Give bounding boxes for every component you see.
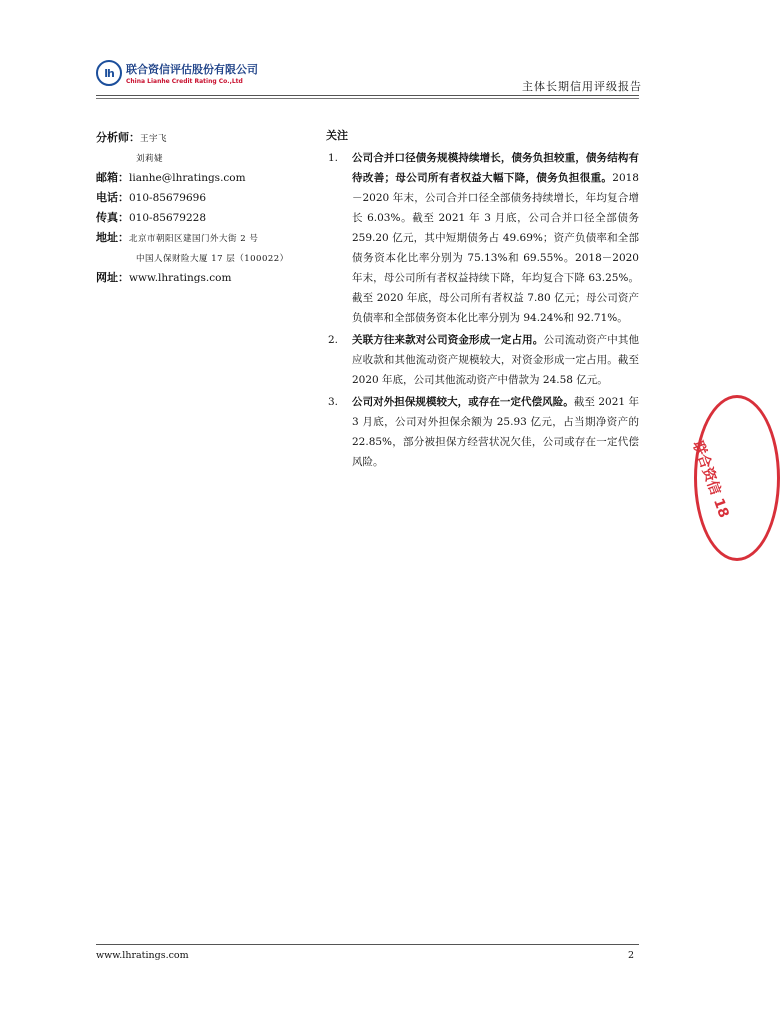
fax-value: 010-85679228: [129, 212, 207, 224]
email-row: 邮箱：lianhe@lhratings.com: [96, 171, 246, 184]
section-heading: 关注: [326, 129, 348, 142]
item-number: 2.: [328, 334, 339, 346]
phone-value: 010-85679696: [129, 192, 207, 204]
item-highlight: 公司合并口径债务规模持续增长，债务负担较重，债务结构有待改善；母公司所有者权益大幅下降，债务负担很重。: [352, 152, 639, 184]
contact-block: [96, 128, 316, 288]
phone-row: 电话：010-85679696: [96, 191, 207, 204]
website-value: www.lhratings.com: [129, 272, 232, 284]
focus-item: [326, 330, 639, 390]
analyst-name: 刘莉婕: [136, 154, 164, 164]
website-row: 网址：www.lhratings.com: [96, 271, 232, 284]
focus-item: [326, 392, 639, 472]
fax-row: 传真：010-85679228: [96, 211, 207, 224]
item-text: 2018－2020 年末，公司合并口径全部债务持续增长，年均复合增长 6.03%。截至 2021 年 3 月底，公司合并口径全部债务 259.20 亿元，其中短期债务占 49.69%；资产负债率和全部债务资本化比率分别为 75.13%和 69.55%。2018－2020 年末，母公司所有者权益持续下降，年均复合下降 63.25%。截至 2020 年底，母公司所有者权益 7.80 亿元；母公司资产负债率和全部债务资本化比率分别为 94.24%和 92.71%。: [352, 172, 639, 324]
logo-mark-icon: lh: [96, 60, 122, 86]
focus-section: [326, 126, 639, 472]
footer-website: www.lhratings.com: [96, 950, 189, 961]
focus-item: [326, 148, 639, 328]
item-highlight: 公司对外担保规模较大，或存在一定代偿风险。: [352, 396, 574, 408]
item-number: 3.: [328, 396, 339, 408]
page-number: 2: [627, 950, 634, 961]
company-seal: [689, 395, 780, 561]
report-title: 主体长期信用评级报告: [522, 80, 642, 93]
company-name-en: China Lianhe Credit Rating Co.,Ltd: [126, 78, 243, 85]
item-text: 截至 2021 年 3 月底，公司对外担保余额为 25.93 亿元，占当期净资产的 22.85%，部分被担保方经营状况欠佳，公司或存在一定代偿风险。: [352, 396, 639, 468]
footer-divider: [96, 944, 639, 945]
item-highlight: 关联方往来款对公司资金形成一定占用。: [352, 334, 544, 346]
analyst-row: 分析师：王宇飞: [96, 131, 168, 144]
seal-text: 联合资信 18: [689, 439, 732, 521]
company-name-cn: 联合资信评估股份有限公司: [126, 63, 258, 76]
header-divider-thin: [96, 98, 639, 99]
company-logo: [96, 60, 258, 86]
analyst-row-2: [96, 149, 316, 168]
header-divider: [96, 95, 639, 96]
item-number: 1.: [328, 152, 339, 164]
address-line: 中国人保财险大厦 17 层（100022）: [136, 254, 289, 264]
address-row-2: [96, 249, 316, 268]
address-row: 地址：北京市朝阳区建国门外大街 2 号: [96, 231, 259, 244]
item-text: 公司流动资产中其他应收款和其他流动资产规模较大，对资金形成一定占用。截至 2020 年底，公司其他流动资产中借款为 24.58 亿元。: [352, 334, 640, 386]
address-line: 北京市朝阳区建国门外大街 2 号: [129, 234, 259, 244]
analyst-name: 王宇飞: [140, 134, 168, 144]
email-value: lianhe@lhratings.com: [129, 172, 246, 184]
